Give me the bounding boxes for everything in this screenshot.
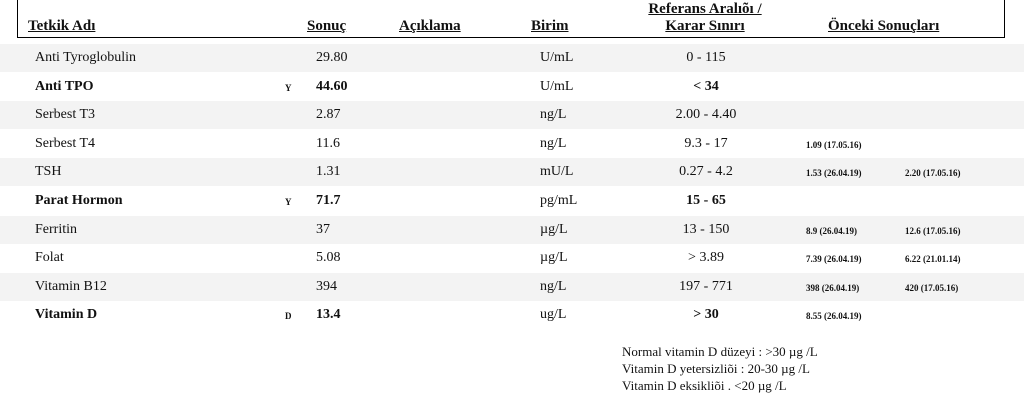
unit: U/mL (540, 50, 574, 65)
reference-range: 0.27 - 4.2 (679, 164, 733, 180)
test-name: Anti TPO (35, 78, 94, 94)
test-name: Ferritin (35, 221, 77, 237)
unit: ng/L (540, 107, 567, 123)
reference-range: 9.3 - 17 (684, 135, 728, 151)
test-name: Serbest T3 (35, 107, 96, 123)
previous-result-1: 7.39 (26.04.19) (806, 254, 862, 265)
reference-range: 13 - 150 (682, 221, 730, 237)
reference-range: 197 - 771 (679, 278, 733, 294)
previous-result-2: 12.6 (17.05.16) (905, 225, 961, 236)
result-flag: D (285, 311, 292, 322)
test-name: Folat (35, 250, 64, 266)
reference-range: 2.00 - 4.40 (675, 107, 737, 123)
header-description: Açıklama (399, 18, 461, 34)
reference-range: > 30 (693, 307, 719, 323)
header-test-name: Tetkik Adı (28, 18, 96, 34)
header-previous: Önceki Sonuçları (828, 18, 940, 34)
result-value: 71.7 (316, 193, 341, 208)
previous-result-1: 1.09 (17.05.16) (806, 139, 862, 150)
result-value: 13.4 (316, 307, 341, 323)
test-name: Vitamin D (35, 307, 98, 323)
reference-range: 0 - 115 (686, 50, 726, 65)
header-rule (17, 37, 1005, 38)
unit: pg/mL (540, 193, 578, 208)
table-row (0, 273, 1024, 301)
result-value: 1.31 (316, 164, 341, 180)
unit: µg/L (540, 250, 568, 266)
header-unit: Birim (531, 18, 569, 34)
result-value: 11.6 (316, 135, 340, 151)
result-value: 5.08 (316, 250, 341, 266)
table-row (0, 130, 1024, 158)
table-row (0, 244, 1024, 272)
reference-range: < 34 (693, 78, 719, 94)
result-value: 394 (316, 278, 337, 294)
previous-result-2: 2.20 (17.05.16) (905, 168, 961, 179)
table-row (0, 158, 1024, 186)
test-name: Serbest T4 (35, 135, 96, 151)
note-line: Vitamin D yetersizliõi : 20-30 µg /L (622, 361, 810, 376)
unit: U/mL (540, 78, 574, 94)
test-name: TSH (35, 164, 62, 180)
unit: mU/L (540, 164, 574, 180)
note-line: Normal vitamin D düzeyi : >30 µg /L (622, 344, 818, 359)
table-frame-right (1004, 0, 1005, 38)
table-row (0, 187, 1024, 215)
unit: µg/L (540, 221, 568, 237)
table-row (0, 216, 1024, 244)
note-line: Vitamin D eksikliõi . <20 µg /L (622, 378, 787, 393)
table-row (0, 301, 1024, 329)
previous-result-2: 420 (17.05.16) (905, 282, 959, 293)
unit: ug/L (540, 307, 567, 323)
reference-range: > 3.89 (688, 250, 724, 266)
vitamin-d-notes (622, 343, 818, 394)
unit: ng/L (540, 278, 567, 294)
result-value: 2.87 (316, 107, 341, 123)
previous-result-1: 398 (26.04.19) (806, 282, 860, 293)
reference-range: 15 - 65 (686, 193, 726, 208)
result-flag: Y (285, 197, 292, 207)
previous-result-2: 6.22 (21.01.14) (905, 254, 961, 265)
test-name: Vitamin B12 (35, 278, 107, 294)
test-name: Parat Hormon (35, 193, 123, 208)
header-reference-line1: Referans Aralıõı / (648, 1, 762, 17)
previous-result-1: 1.53 (26.04.19) (806, 168, 862, 179)
previous-result-1: 8.55 (26.04.19) (806, 311, 862, 322)
table-row (0, 101, 1024, 129)
table-row (0, 44, 1024, 72)
header-reference (630, 1, 780, 35)
unit: ng/L (540, 135, 567, 151)
header-result: Sonuç (307, 18, 347, 34)
result-value: 37 (316, 221, 330, 237)
test-name: Anti Tyroglobulin (35, 50, 137, 65)
result-flag: Y (285, 82, 292, 93)
table-frame-left (17, 0, 18, 38)
table-row (0, 73, 1024, 101)
result-value: 29.80 (316, 50, 348, 65)
header-reference-line2: Karar Sınırı (665, 18, 745, 34)
previous-result-1: 8.9 (26.04.19) (806, 225, 857, 236)
result-value: 44.60 (316, 78, 348, 94)
